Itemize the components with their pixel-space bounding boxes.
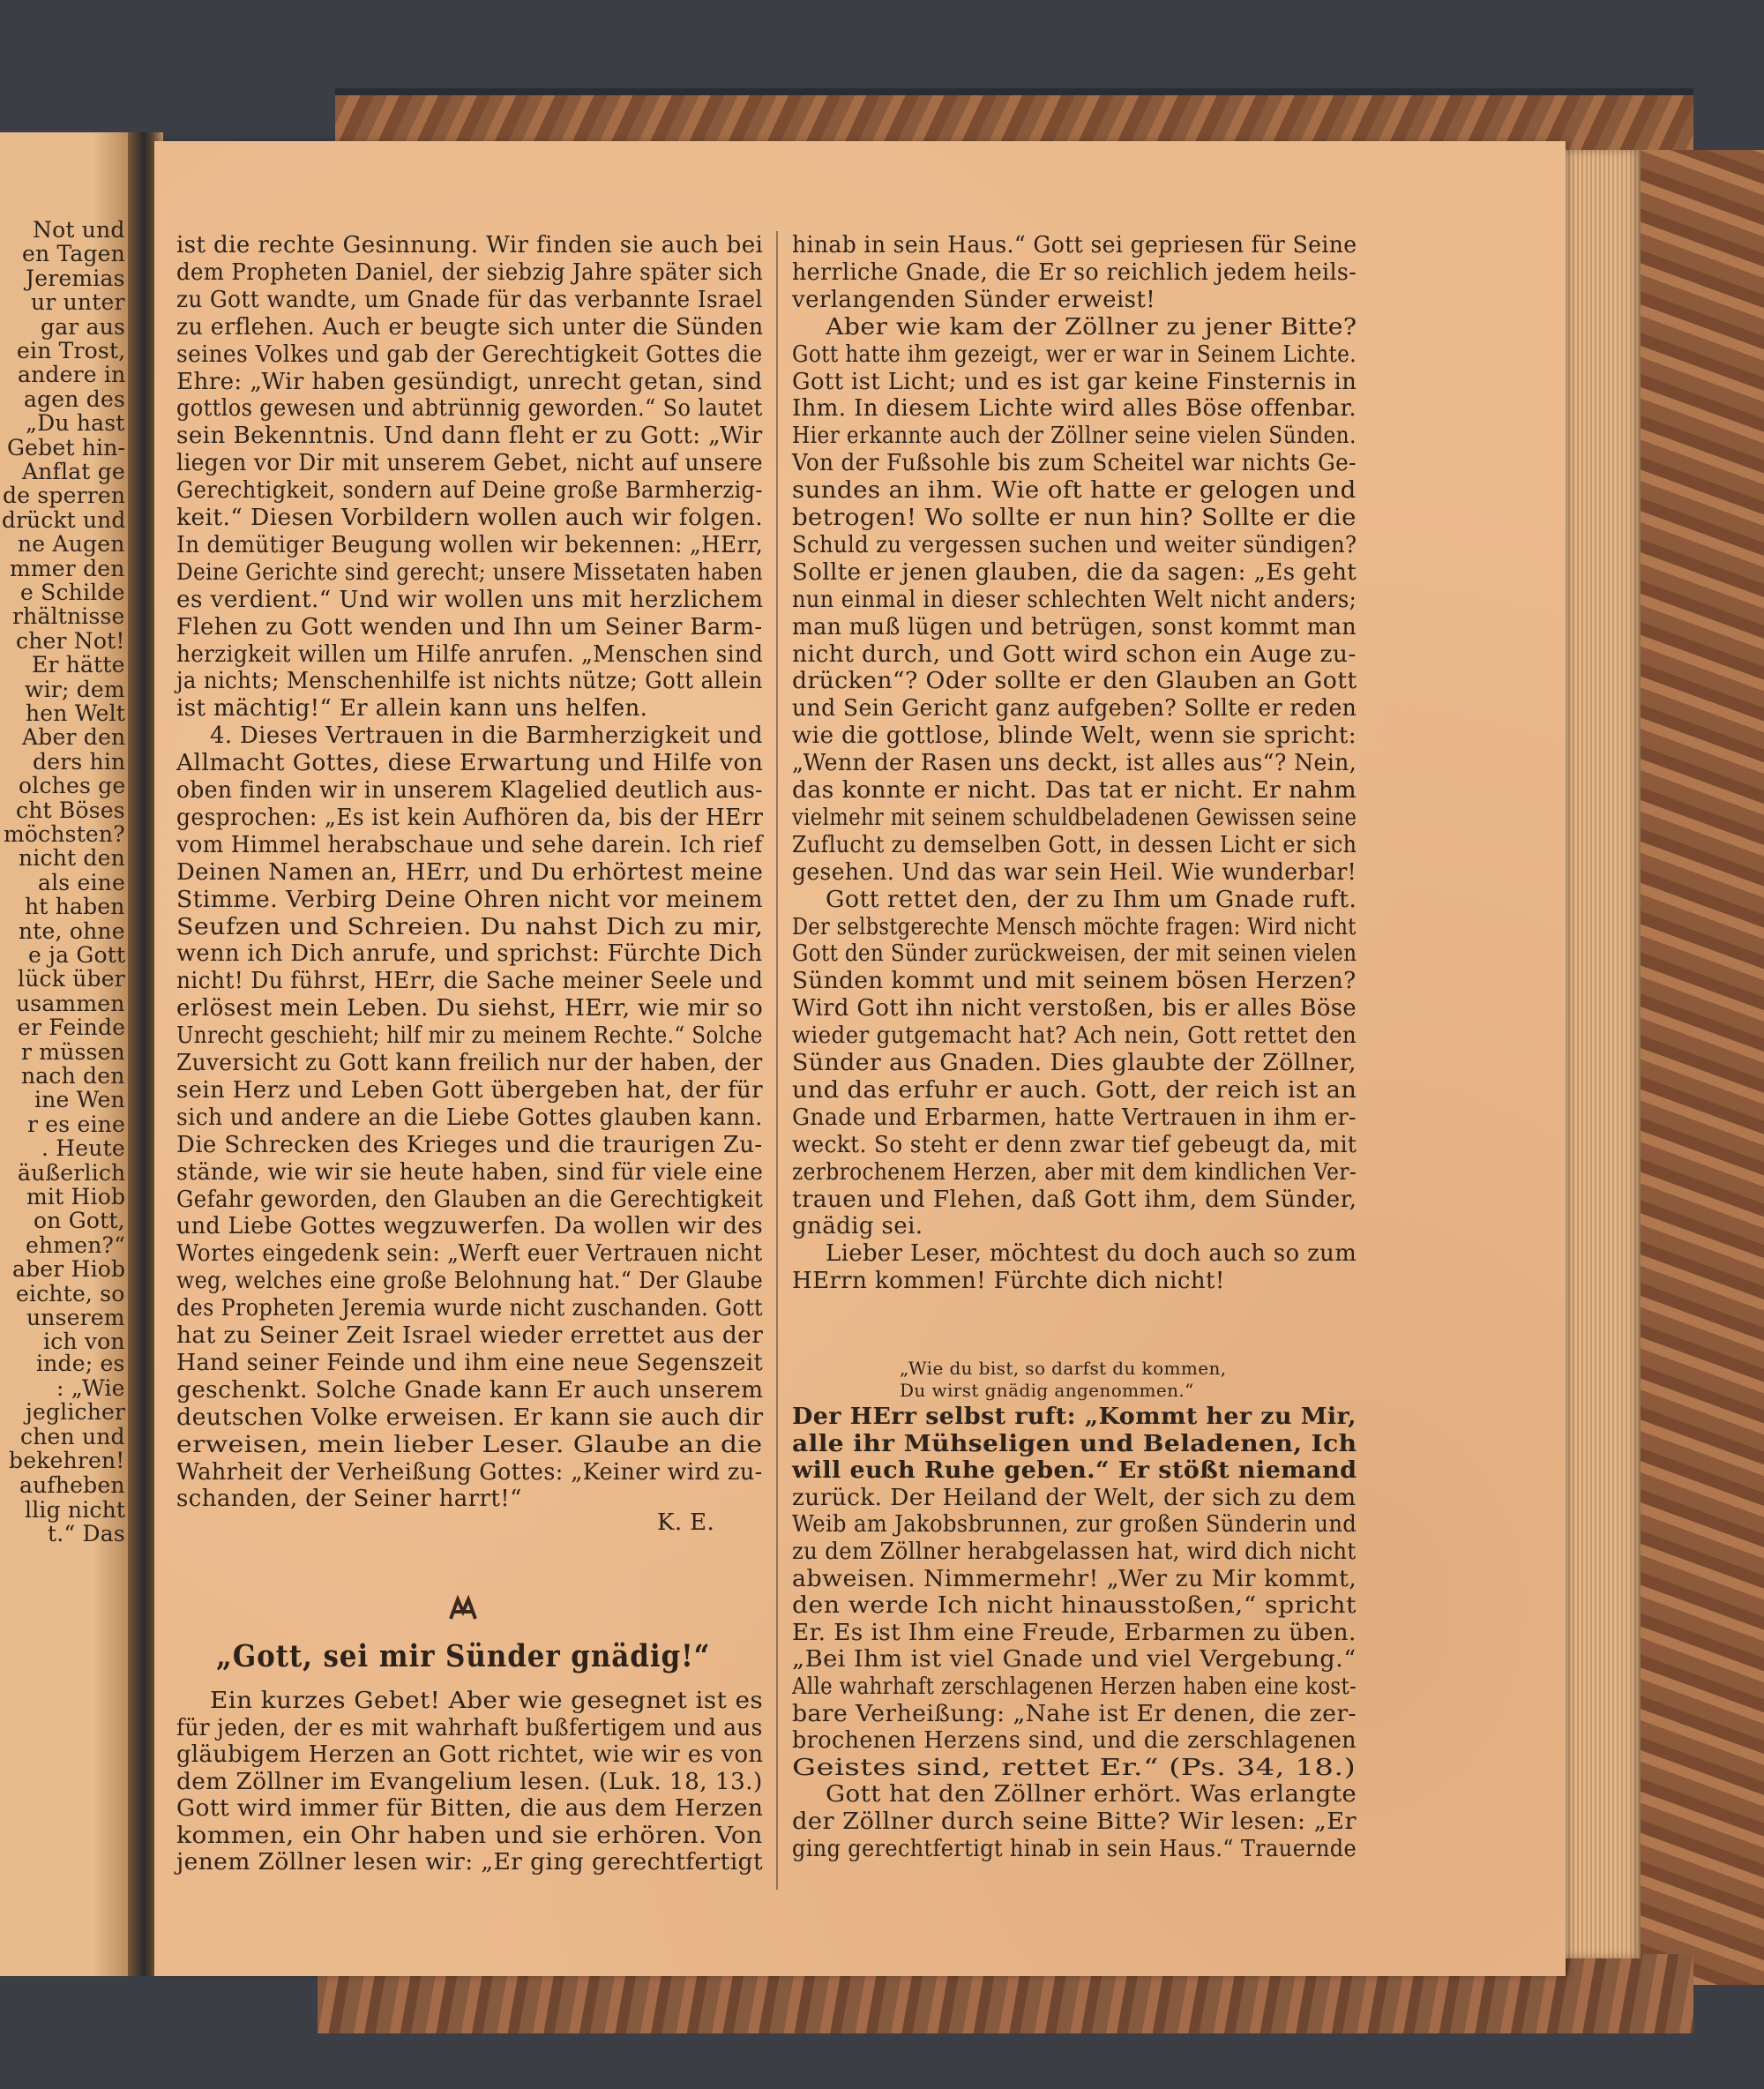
column1-line: wenn ich Dich anrufe, und sprichst: Fürchte Dich	[176, 940, 763, 968]
left-fragment-line: nach den	[21, 1063, 125, 1089]
column2-line: gesehen. Und das war sein Heil. Wie wunderbar!	[792, 858, 1357, 886]
column2-line: Von der Fußsohle bis zum Scheitel war nichts Ge-	[792, 450, 1357, 477]
column1-line: gottlos gewesen und abtrünnig geworden.“ So lautet	[176, 395, 763, 423]
left-fragment-line: unserem	[26, 1305, 125, 1330]
left-fragment-line: äußerlich	[18, 1159, 126, 1186]
left-fragment-line: wir; dem	[25, 676, 125, 702]
left-fragment-line: ine Wen	[34, 1087, 125, 1113]
column2-line: Alle wahrhaft zerschlagenen Herzen haben eine kost-	[792, 1673, 1357, 1700]
left-fragment-line: chen und	[20, 1423, 125, 1449]
column1-line: Hand seiner Feinde und ihm eine neue Segenszeit	[176, 1349, 764, 1376]
column1-line: und Liebe Gottes wegzuwerfen. Da wollen wir des	[176, 1213, 764, 1240]
column1-line: schanden, der Seiner harrt!“	[176, 1486, 522, 1513]
left-fragment-line: drückt und	[2, 506, 126, 533]
column2-line: nicht durch, und Gott wird schon ein Auge zu-	[792, 640, 1357, 668]
column1-line: dem Propheten Daniel, der siebzig Jahre später sich	[176, 258, 764, 286]
book-cover-right	[1641, 150, 1764, 1985]
column1-line: ja nichts; Menschenhilfe ist nichts nütze; Gott allein	[176, 668, 763, 695]
column1-line: Deine Gerichte sind gerecht; unsere Missetaten haben	[176, 558, 764, 586]
left-fragment-line: Jeremias	[26, 265, 125, 291]
left-fragment-line: als eine	[38, 869, 125, 895]
column2-line: hinab in sein Haus.“ Gott sei gepriesen für Seine	[792, 232, 1357, 258]
column1-line: für jeden, der es mit wahrhaft bußfertigem und aus	[176, 1714, 763, 1741]
left-fragment-line: ht haben	[25, 894, 125, 920]
column2-line: das konnte er nicht. Das tat er nicht. Er nahm	[792, 777, 1357, 804]
column1-line: In demütiger Beugung wollen wir bekennen: „HErr,	[176, 531, 764, 558]
column1-line: es verdient.“ Und wir wollen uns mit herzlichem	[176, 586, 764, 613]
column1-line: 4. Dieses Vertrauen in die Barmherzigkeit und	[210, 723, 763, 750]
left-fragment-line: mmer den	[10, 555, 125, 581]
column2-line: Sünden kommt und mit seinem bösen Herzen?	[792, 968, 1357, 995]
column2-line: vielmehr mit seinem schuldbeladenen Gewissen seine	[792, 804, 1357, 831]
column2-line: trauen und Flehen, daß Gott ihm, dem Sünder,	[792, 1186, 1357, 1213]
column2-line: Gnade und Erbarmen, hatte Vertrauen in ihm er-	[792, 1104, 1357, 1131]
column1-line: Stimme. Verbirg Deine Ohren nicht vor meinem	[176, 886, 763, 913]
left-fragment-line: bekehren!	[9, 1448, 125, 1474]
column2-line: alle ihr Mühseligen und Beladenen, Ich	[792, 1430, 1357, 1457]
column2-line: Wird Gott ihn nicht verstoßen, bis er alles Böse	[792, 995, 1357, 1022]
column1-line: Die Schrecken des Krieges und die traurigen Zu-	[176, 1131, 763, 1158]
left-fragment-line: aufheben	[19, 1472, 125, 1498]
column2-line: Gott hat den Zöllner erhört. Was erlangte	[826, 1781, 1357, 1808]
column2-line: Gott rettet den, der zu Ihm um Gnade ruft.	[826, 886, 1357, 913]
column2-line: Hier erkannte auch der Zöllner seine vielen Sünden.	[792, 423, 1357, 450]
column1-line: Deinen Namen an, HErr, und Du erhörtest meine	[176, 858, 764, 886]
left-fragment-line: andere in	[18, 362, 126, 388]
verse-line: Du wirst gnädig angenommen.“	[900, 1380, 1194, 1401]
column1-line: stände, wie wir sie heute haben, sind für viele eine	[176, 1158, 764, 1186]
column1-line: gläubigem Herzen an Gott richtet, wie wir es von	[176, 1741, 764, 1768]
column2-line: verlangenden Sünder erweist!	[792, 286, 1156, 313]
column1-line: zu erflehen. Auch er beugte sich unter die Sünden	[176, 313, 764, 341]
column2-line: Sünder aus Gnaden. Dies glaubte der Zöllner,	[792, 1050, 1357, 1076]
column2-line: sundes an ihm. Wie oft hatte er gelogen und	[792, 477, 1357, 505]
signature: K. E.	[657, 1509, 715, 1536]
column2-line: man muß lügen und betrügen, sonst kommt man	[792, 613, 1357, 640]
left-fragment-line: r müssen	[21, 1038, 125, 1065]
left-fragment-line: Er hätte	[32, 652, 125, 678]
left-fragment-line: de sperren	[3, 483, 126, 509]
column2-line: Sollte er jenen glauben, die da sagen: „Es geht	[792, 558, 1357, 586]
left-fragment-line: e Schilde	[20, 580, 125, 605]
left-fragment-line: er Feinde	[18, 1015, 126, 1041]
left-fragment-line: en Tagen	[22, 241, 125, 267]
column2-line: weckt. So steht er denn zwar tief gebeugt da, mit	[792, 1131, 1357, 1158]
column2-line: Geistes sind, rettet Er.“ (Ps. 34, 18.)	[792, 1754, 1357, 1781]
column1-line: Seufzen und Schreien. Du nahst Dich zu mir,	[176, 913, 764, 940]
column2-line: und das erfuhr er auch. Gott, der reich ist an	[792, 1076, 1357, 1104]
column2-line: „Bei Ihm ist viel Gnade und viel Vergebung.“	[792, 1646, 1357, 1673]
column1-line: Gerechtigkeit, sondern auf Deine große Barmherzig-	[176, 477, 763, 505]
left-fragment-line: Aber den	[22, 724, 126, 751]
column2-line: Schuld zu vergessen suchen und weiter sündigen?	[792, 531, 1357, 558]
column1-line: ist mächtig!“ Er allein kann uns helfen.	[176, 695, 648, 723]
left-fragment-line: e ja Gott	[28, 942, 126, 968]
left-fragment-line: Gebet hin-	[7, 434, 126, 460]
column2-line: Weib am Jakobsbrunnen, zur großen Sünderin und	[792, 1511, 1357, 1539]
column2-line: Zuflucht zu demselben Gott, in dessen Licht er sich	[792, 831, 1357, 858]
left-fragment-line: on Gott,	[34, 1208, 125, 1234]
column2-line: Der HErr selbst ruft: „Kommt her zu Mir,	[792, 1404, 1357, 1430]
column2-line: herrliche Gnade, die Er so reichlich jedem heils-	[792, 258, 1357, 286]
column1-line: ist die rechte Gesinnung. Wir finden sie auch bei	[176, 232, 764, 258]
left-fragment-line: eichte, so	[16, 1280, 125, 1307]
left-fragment-line: mit Hiob	[26, 1184, 126, 1209]
ornament-icon	[445, 1592, 481, 1628]
column1-line: Unrecht geschieht; hilf mir zu meinem Rechte.“ Solche	[176, 1022, 763, 1050]
column-divider	[776, 231, 778, 1890]
left-fragment-line: : „Wie	[56, 1374, 125, 1401]
column2-line: der Zöllner durch seine Bitte? Wir lesen: „Er	[792, 1808, 1357, 1835]
column1-line: liegen vor Dir mit unserem Gebet, nicht auf unsere	[176, 450, 763, 477]
column1-line: dem Zöllner im Evangelium lesen. (Luk. 18, 13.)	[176, 1768, 763, 1795]
column2-line: gnädig sei.	[792, 1213, 923, 1240]
left-fragment-line: jeglicher	[26, 1399, 126, 1426]
left-fragment-line: rhältnisse	[12, 603, 125, 630]
column1-line: deutschen Volke erweisen. Er kann sie auch dir	[176, 1404, 764, 1431]
column1-line: des Propheten Jeremia wurde nicht zuschanden. Gott	[176, 1295, 763, 1322]
left-fragment-line: usammen	[16, 990, 125, 1016]
left-fragment-line: nte, ohne	[19, 917, 125, 944]
column1-line: Gott wird immer für Bitten, die aus dem Herzen	[176, 1795, 764, 1822]
column2-line: betrogen! Wo sollte er nun hin? Sollte er die	[792, 505, 1357, 531]
column1-line: zu Gott wandte, um Gnade für das verbannte Israel	[176, 286, 763, 313]
column2-line: bare Verheißung: „Nahe ist Er denen, die zer-	[792, 1700, 1357, 1727]
column2-line: zerbrochenem Herzen, aber mit dem kindlichen Ver-	[792, 1158, 1357, 1186]
left-fragment-line: cher Not!	[16, 627, 125, 654]
column1-line: jenem Zöllner lesen wir: „Er ging gerechtfertigt	[176, 1849, 763, 1876]
column1-line: Allmacht Gottes, diese Erwartung und Hilfe von	[176, 750, 764, 777]
left-fragment-line: agen des	[24, 386, 125, 412]
column1-line: oben finden wir in unserem Klagelied deutlich aus-	[176, 777, 763, 804]
column1-line: Flehen zu Gott wenden und Ihn um Seiner Barm-	[176, 613, 763, 640]
column1-line: kommen, ein Ohr haben und sie erhören. Von	[176, 1822, 763, 1849]
left-fragment-line: cht Böses	[16, 797, 125, 823]
left-fragment-line: Not und	[33, 217, 125, 243]
left-fragment-line: gar aus	[41, 313, 126, 340]
column1-line: nicht! Du führst, HErr, die Sache meiner Seele und	[176, 968, 764, 995]
article-title: „Gott, sei mir Sünder gnädig!“	[216, 1638, 711, 1674]
left-fragment-line: llig nicht	[25, 1496, 126, 1523]
column1-line: vom Himmel herabschaue und sehe darein. Ich rief	[176, 831, 763, 858]
column1-line: herzigkeit willen um Hilfe anrufen. „Menschen sind	[176, 640, 764, 668]
column2-line: wieder gutgemacht hat? Ach nein, Gott rettet den	[792, 1022, 1357, 1050]
column1-line: sich und andere an die Liebe Gottes glauben kann.	[176, 1104, 763, 1131]
column1-line: Wortes eingedenk sein: „Werft euer Vertrauen nicht	[176, 1240, 763, 1268]
column2-line: wie die gottlose, blinde Welt, wenn sie spricht:	[792, 723, 1357, 750]
left-fragment-line: aber Hiob	[12, 1256, 126, 1283]
left-fragment-line: . Heute	[41, 1135, 125, 1162]
column2-line: Er. Es ist Ihm eine Freude, Erbarmen zu üben.	[792, 1619, 1357, 1646]
column2-line: Gott ist Licht; und es ist gar keine Finsternis in	[792, 368, 1357, 395]
column1-line: erlösest mein Leben. Du siehst, HErr, wie mir so	[176, 995, 764, 1022]
left-fragment-line: olches ge	[19, 773, 126, 799]
column2-line: HErrn kommen! Fürchte dich nicht!	[792, 1268, 1225, 1295]
left-fragment-line: ur unter	[31, 289, 125, 316]
left-fragment-line: ein Trost,	[17, 338, 126, 363]
column1-line: weg, welches eine große Belohnung hat.“ Der Glaube	[176, 1268, 764, 1295]
column2-line: Ihm. In diesem Lichte wird alles Böse offenbar.	[792, 395, 1357, 423]
left-fragment-line: hen Welt	[26, 700, 126, 726]
column2-line: drücken“? Oder sollte er den Glauben an Gott	[792, 668, 1357, 695]
column2-line: brochenen Herzens sind, und die zerschlagenen	[792, 1727, 1357, 1755]
column1-line: erweisen, mein lieber Leser. Glaube an die	[176, 1431, 763, 1458]
left-fragment-line: r es eine	[27, 1111, 125, 1137]
column1-line: geschenkt. Solche Gnade kann Er auch unserem	[176, 1376, 764, 1404]
left-fragment-line: ders hin	[33, 748, 126, 775]
left-fragment-line: t.“ Das	[48, 1521, 125, 1547]
left-fragment-line: ne Augen	[18, 531, 125, 558]
column1-line: Zuversicht zu Gott kann freilich nur der haben, der	[176, 1050, 763, 1076]
column2-line: zurück. Der Heiland der Welt, der sich zu dem	[792, 1484, 1357, 1511]
page-edges	[1552, 150, 1641, 1958]
column1-line: Wahrheit der Verheißung Gottes: „Keiner wird zu-	[176, 1458, 763, 1486]
left-fragment-line: ehmen?“	[26, 1232, 126, 1258]
column2-line: „Wenn der Rasen uns deckt, ist alles aus“? Nein,	[792, 750, 1357, 777]
column2-line: Gott hatte ihm gezeigt, wer er war in Seinem Lichte.	[792, 341, 1357, 368]
column2-line: und Sein Gericht ganz aufgeben? Sollte er reden	[792, 695, 1357, 723]
column1-line: gesprochen: „Es ist kein Aufhören da, bis der HErr	[176, 804, 764, 831]
left-fragment-line: möchsten?	[4, 821, 125, 847]
column2-line: abweisen. Nimmermehr! „Wer zu Mir kommt,	[792, 1565, 1357, 1592]
column1-line: Ehre: „Wir haben gesündigt, unrecht getan, sind	[176, 368, 763, 395]
column1-line: Ein kurzes Gebet! Aber wie gesegnet ist es	[210, 1688, 764, 1714]
left-fragment-line: Anflat ge	[22, 459, 125, 484]
column2-line: nun einmal in dieser schlechten Welt nicht anders;	[792, 586, 1357, 613]
column1-line: sein Herz und Leben Gott übergeben hat, der für	[176, 1076, 763, 1104]
column2-line: Der selbstgerechte Mensch möchte fragen: Wird nicht	[792, 913, 1357, 940]
column1-line: seines Volkes und gab der Gerechtigkeit Gottes die	[176, 341, 763, 368]
column1-line: sein Bekenntnis. Und dann fleht er zu Gott: „Wir	[176, 423, 763, 450]
column2-line: Gott den Sünder zurückweisen, der mit seinen vielen	[792, 940, 1357, 968]
column2-line: will euch Ruhe geben.“ Er stößt niemand	[792, 1457, 1357, 1485]
left-fragment-line: inde; es	[36, 1351, 125, 1376]
column1-line: Gefahr geworden, den Glauben an die Gerechtigkeit	[176, 1186, 764, 1213]
column2-line: Aber wie kam der Zöllner zu jener Bitte?	[826, 313, 1357, 341]
column2-line: zu dem Zöllner herabgelassen hat, wird dich nicht	[792, 1539, 1357, 1565]
left-fragment-line: „Du hast	[26, 410, 125, 437]
left-fragment-line: ich von	[43, 1329, 125, 1355]
column1-line: keit.“ Diesen Vorbildern wollen auch wir folgen.	[176, 505, 764, 531]
column2-line: den werde Ich nicht hinausstoßen,“ spricht	[792, 1592, 1357, 1620]
left-fragment-line: lück über	[18, 966, 125, 992]
column2-line: Lieber Leser, möchtest du doch auch so zum	[826, 1240, 1357, 1268]
verse-line: „Wie du bist, so darfst du kommen,	[900, 1358, 1227, 1379]
left-fragment-line: nicht den	[19, 845, 125, 872]
column2-line: ging gerechtfertigt hinab in sein Haus.“ Trauernde	[792, 1835, 1357, 1862]
column1-line: hat zu Seiner Zeit Israel wieder errettet aus der	[176, 1322, 764, 1349]
